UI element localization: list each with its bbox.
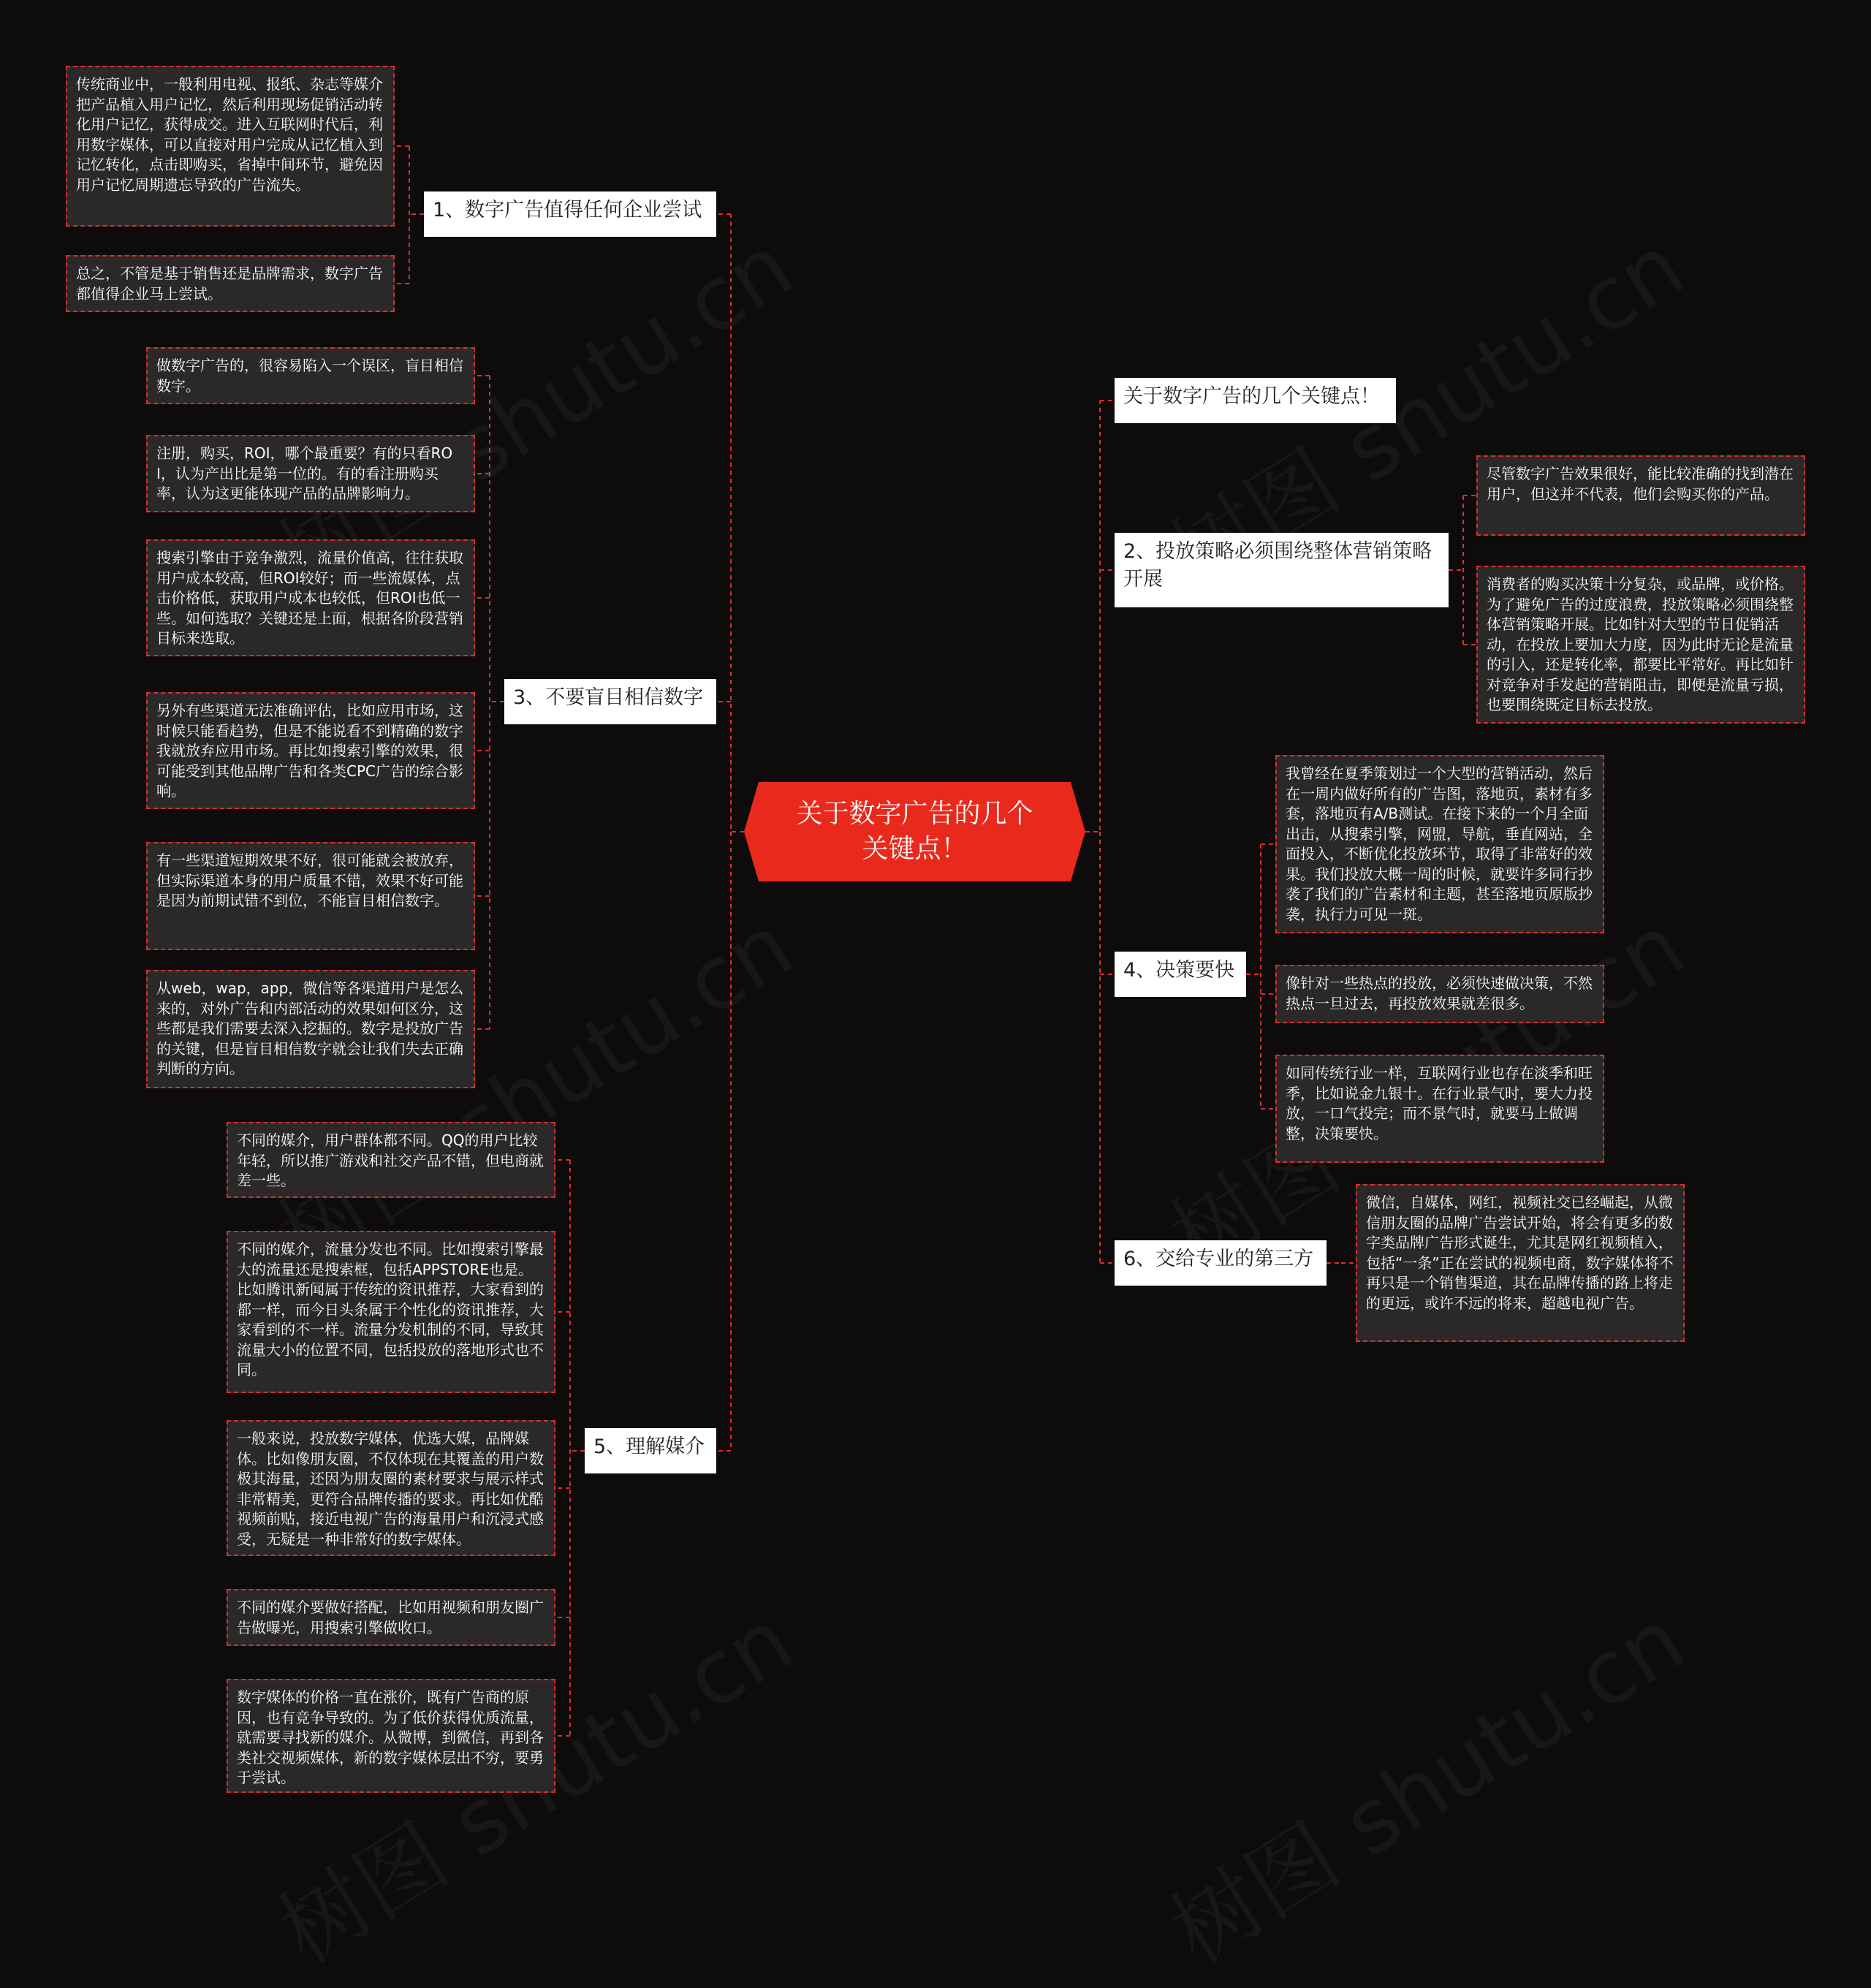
leaf-b4-3[interactable]: 如同传统行业一样，互联网行业也存在淡季和旺季，比如说金九银十。在行业景气时，要大力投放，一口气投完；而不景气时，就要马上做调整，决策要快。 — [1275, 1055, 1604, 1163]
leaf-b5-5[interactable]: 数字媒体的价格一直在涨价，既有广告商的原因，也有竞争导致的。为了低价获得优质流量，就需要寻找新的媒介。从微博，到微信，再到各类社交视频媒体，新的数字媒体层出不穷，要勇于尝试。 — [227, 1679, 555, 1793]
leaf-b3-3[interactable]: 搜索引擎由于竞争激烈，流量价值高，往往获取用户成本较高，但ROI较好；而一些流媒体，点击价格低，获取用户成本也较低，但ROI也低一些。如何选取？关键还是上面，根据各阶段营销目标来选取。 — [146, 539, 475, 656]
leaf-b1-1[interactable]: 传统商业中，一般利用电视、报纸、杂志等媒介把产品植入用户记忆，然后利用现场促销活动转化用户记忆，获得成交。进入互联网时代后，利用数字媒体，可以直接对用户完成从记忆植入到记忆转化，点击即购买，省掉中间环节，避免因用户记忆周期遗忘导致的广告流失。 — [66, 66, 395, 227]
leaf-b5-4[interactable]: 不同的媒介要做好搭配，比如用视频和朋友圈广告做曝光，用搜索引擎做收口。 — [227, 1589, 555, 1646]
leaf-b5-2[interactable]: 不同的媒介，流量分发也不同。比如搜索引擎最大的流量还是搜索框，包括APPSTORE也是。比如腾讯新闻属于传统的资讯推荐，大家看到的都一样，而今日头条属于个性化的资讯推荐，大家看到的不一样。流量分发机制的不同，导致其流量大小的位置不同，包括投放的落地形式也不同。 — [227, 1231, 555, 1393]
leaf-b4-2[interactable]: 像针对一些热点的投放，必须快速做决策，不然热点一旦过去，再投放效果就差很多。 — [1275, 965, 1604, 1023]
root-topic-label: 关于数字广告的几个关键点！ — [796, 799, 1033, 864]
root-topic[interactable] — [744, 782, 1085, 881]
watermark — [1144, 1573, 1704, 1988]
leaf-b3-2[interactable]: 注册，购买，ROI，哪个最重要？有的只看ROI，认为产出比是第一位的。有的看注册购买率，认为这更能体现产品的品牌影响力。 — [146, 435, 475, 512]
branch-b4[interactable]: 4、决策要快 — [1115, 952, 1246, 997]
branch-r0[interactable]: 关于数字广告的几个关键点！ — [1115, 378, 1396, 423]
leaf-b3-4[interactable]: 另外有些渠道无法准确评估，比如应用市场，这时候只能看趋势，但是不能说看不到精确的数字我就放弃应用市场。再比如搜索引擎的效果，很可能受到其他品牌广告和各类CPC广告的综合影响。 — [146, 692, 475, 809]
leaf-b4-1[interactable]: 我曾经在夏季策划过一个大型的营销活动，然后在一周内做好所有的广告图，落地页，素材有多套，落地页有A/B测试。在接下来的一个月全面出击，从搜索引擎，网盟，导航，垂直网站，全面投入，不断优化投放环节，取得了非常好的效果。我们投放大概一周的时候，就要许多同行抄袭了我们的广告素材和主题，甚至落地页原版抄袭，执行力可见一斑。 — [1275, 755, 1604, 933]
leaf-b5-1[interactable]: 不同的媒介，用户群体都不同。QQ的用户比较年轻，所以推广游戏和社交产品不错，但电商就差一些。 — [227, 1122, 555, 1198]
leaf-b1-2[interactable]: 总之，不管是基于销售还是品牌需求，数字广告都值得企业马上尝试。 — [66, 255, 395, 312]
branch-b2[interactable]: 2、投放策略必须围绕整体营销策略开展 — [1115, 533, 1449, 607]
branch-b5[interactable]: 5、理解媒介 — [585, 1428, 716, 1473]
leaf-b2-2[interactable]: 消费者的购买决策十分复杂，或品牌，或价格。为了避免广告的过度浪费，投放策略必须围绕整体营销策略开展。比如针对大型的节日促销活动，在投放上要加大力度，因为此时无论是流量的引入，还是转化率，都要比平常好。再比如针对竞争对手发起的营销阻击，即便是流量亏损，也要围绕既定目标去投放。 — [1476, 566, 1805, 724]
branch-b6[interactable]: 6、交给专业的第三方 — [1115, 1240, 1327, 1286]
branch-b3[interactable]: 3、不要盲目相信数字 — [504, 679, 716, 724]
leaf-b3-5[interactable]: 有一些渠道短期效果不好，很可能就会被放弃，但实际渠道本身的用户质量不错，效果不好可能是因为前期试错不到位，不能盲目相信数字。 — [146, 842, 475, 950]
leaf-b5-3[interactable]: 一般来说，投放数字媒体，优选大媒，品牌媒体。比如像朋友圈，不仅体现在其覆盖的用户数极其海量，还因为朋友圈的素材要求与展示样式非常精美，更符合品牌传播的要求。再比如优酷视频前贴，接近电视广告的海量用户和沉浸式感受，无疑是一种非常好的数字媒体。 — [227, 1420, 555, 1556]
leaf-b2-1[interactable]: 尽管数字广告效果很好，能比较准确的找到潜在用户，但这并不代表，他们会购买你的产品。 — [1476, 455, 1805, 536]
branch-b1[interactable]: 1、数字广告值得任何企业尝试 — [424, 191, 716, 237]
leaf-b6-1[interactable]: 微信，自媒体，网红，视频社交已经崛起，从微信朋友圈的品牌广告尝试开始，将会有更多的数字类品牌广告形式诞生，尤其是网红视频植入，包括“一条”正在尝试的视频电商，数字媒体将不再只是一个销售渠道，其在品牌传播的路上将走的更远，或许不远的将来，超越电视广告。 — [1356, 1184, 1685, 1342]
leaf-b3-1[interactable]: 做数字广告的，很容易陷入一个误区，盲目相信数字。 — [146, 347, 475, 404]
leaf-b3-6[interactable]: 从web，wap，app，微信等各渠道用户是怎么来的，对外广告和内部活动的效果如何区分，这些都是我们需要去深入挖掘的。数字是投放广告的关键，但是盲目相信数字就会让我们失去正确判断的方向。 — [146, 970, 475, 1088]
